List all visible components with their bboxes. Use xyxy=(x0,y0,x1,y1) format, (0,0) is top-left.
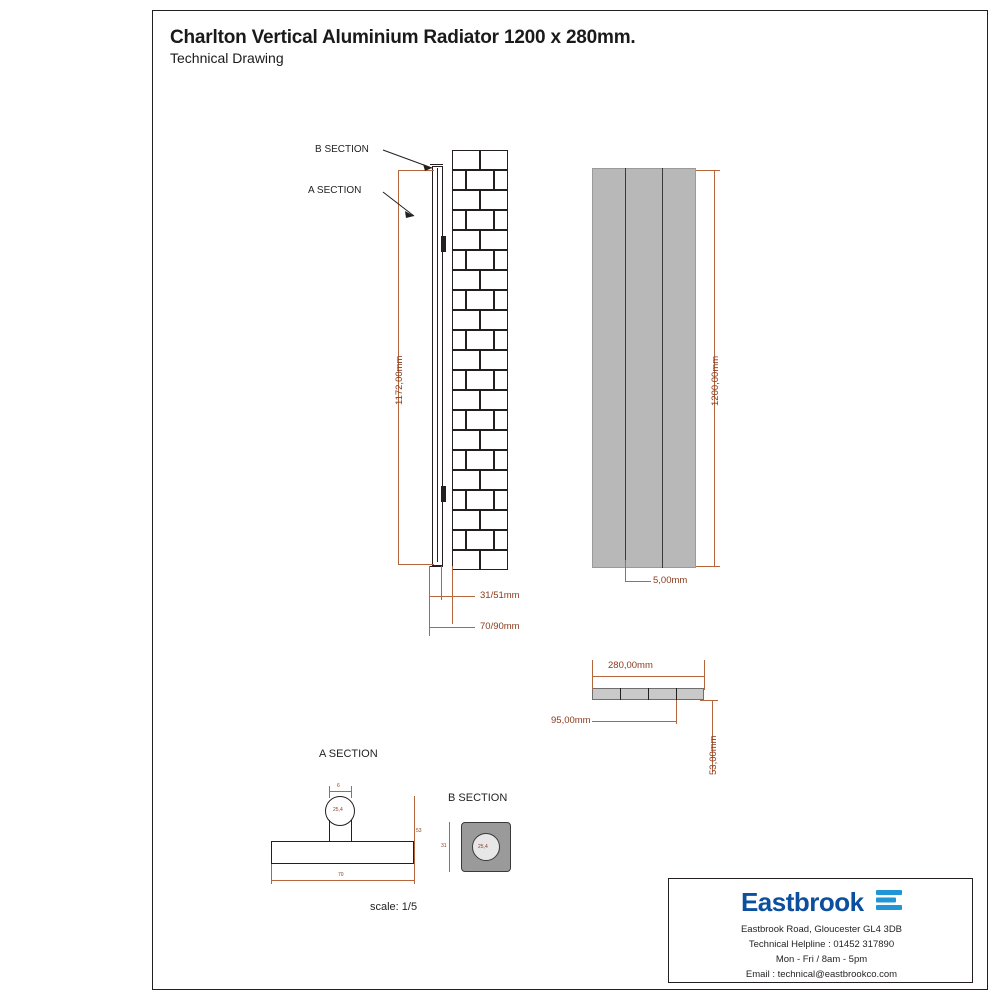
side-height-ext-top xyxy=(398,170,434,171)
a-section-detail-title: A SECTION xyxy=(319,748,378,760)
plan-width-ext-right xyxy=(704,660,705,690)
b-left-dim-label: 31 xyxy=(441,843,447,849)
a-right-dim-line xyxy=(414,796,415,864)
plan-width-dim-label: 280,00mm xyxy=(608,660,653,671)
a-section-stem-right xyxy=(351,820,352,842)
brand-name: Eastbrook xyxy=(740,887,864,917)
b-left-dim-line xyxy=(449,822,450,872)
a-section-leader-label: A SECTION xyxy=(308,185,362,196)
a-bottom-dim-label: 70 xyxy=(338,872,344,878)
depth-ext-mid xyxy=(441,566,442,600)
company-helpline: Technical Helpline : 01452 317890 xyxy=(748,939,895,950)
plan-seam-2 xyxy=(648,688,649,700)
a-circle-dim-label: 25,4 xyxy=(333,807,343,813)
plan-seam-1 xyxy=(620,688,621,700)
b-section-detail-title: B SECTION xyxy=(448,792,508,804)
side-height-ext-bottom xyxy=(398,564,434,565)
a-bottom-ext-right xyxy=(414,864,415,884)
scale-label: scale: 1/5 xyxy=(370,901,418,913)
company-hours: Mon - Fri / 8am - 5pm xyxy=(775,954,868,965)
front-height-ext-top xyxy=(696,170,720,171)
front-bottom-dim-label: 5,00mm xyxy=(653,575,688,586)
a-bottom-dim-line xyxy=(271,880,414,881)
page-title: Charlton Vertical Aluminium Radiator 1200 x 280mm. xyxy=(170,27,636,48)
company-info-box xyxy=(668,878,973,983)
side-radiator-inner-line xyxy=(437,168,438,562)
depth-dim-1-line xyxy=(429,596,475,597)
a-top-dim-line xyxy=(329,791,351,792)
plan-width-dim-line xyxy=(592,676,704,677)
depth-ext-right xyxy=(452,566,453,624)
plan-depth-dim-label: 53,00mm xyxy=(708,735,719,775)
side-height-dim-label: 1172,00mm xyxy=(394,355,405,405)
front-bottom-dim-leader xyxy=(625,581,651,582)
depth-ext-left xyxy=(429,566,430,636)
front-radiator-panel xyxy=(592,168,696,568)
front-height-ext-bottom xyxy=(696,566,720,567)
plan-center-ext xyxy=(676,700,677,724)
b-section-leader-label: B SECTION xyxy=(315,144,369,155)
company-email: Email : technical@eastbrookco.com xyxy=(745,969,898,980)
side-bracket-lower xyxy=(441,486,446,502)
depth-dim-2-label: 70/90mm xyxy=(480,621,520,632)
plan-center-dim-label: 95,00mm xyxy=(551,715,591,726)
a-right-dim-label: 53 xyxy=(416,828,422,834)
front-height-dim-label: 1200,00mm xyxy=(710,355,721,406)
a-section-flange xyxy=(271,841,414,864)
a-bottom-ext-left xyxy=(271,864,272,884)
front-bottom-dim-line xyxy=(625,560,626,582)
plan-seam-3 xyxy=(676,688,677,700)
plan-width-ext-left xyxy=(592,660,593,690)
a-top-ext-right xyxy=(351,786,352,798)
eastbrook-logo-icon xyxy=(876,889,902,916)
depth-dim-1-label: 31/51mm xyxy=(480,590,520,601)
a-section-stem-left xyxy=(329,820,330,842)
side-cap-top xyxy=(430,164,443,165)
side-bracket-upper xyxy=(441,236,446,252)
depth-dim-2-line xyxy=(429,627,475,628)
b-circle-dim-label: 25,4 xyxy=(478,844,488,850)
front-panel-seam-2 xyxy=(662,168,663,568)
plan-depth-ext-top xyxy=(700,700,718,701)
front-panel-seam-1 xyxy=(625,168,626,568)
a-top-ext-left xyxy=(329,786,330,798)
company-address: Eastbrook Road, Gloucester GL4 3DB xyxy=(740,924,903,935)
brand-row xyxy=(669,887,974,918)
plan-center-dim-line xyxy=(592,721,676,722)
a-top-dim-label: 6 xyxy=(337,783,340,789)
page-subtitle: Technical Drawing xyxy=(170,50,284,66)
